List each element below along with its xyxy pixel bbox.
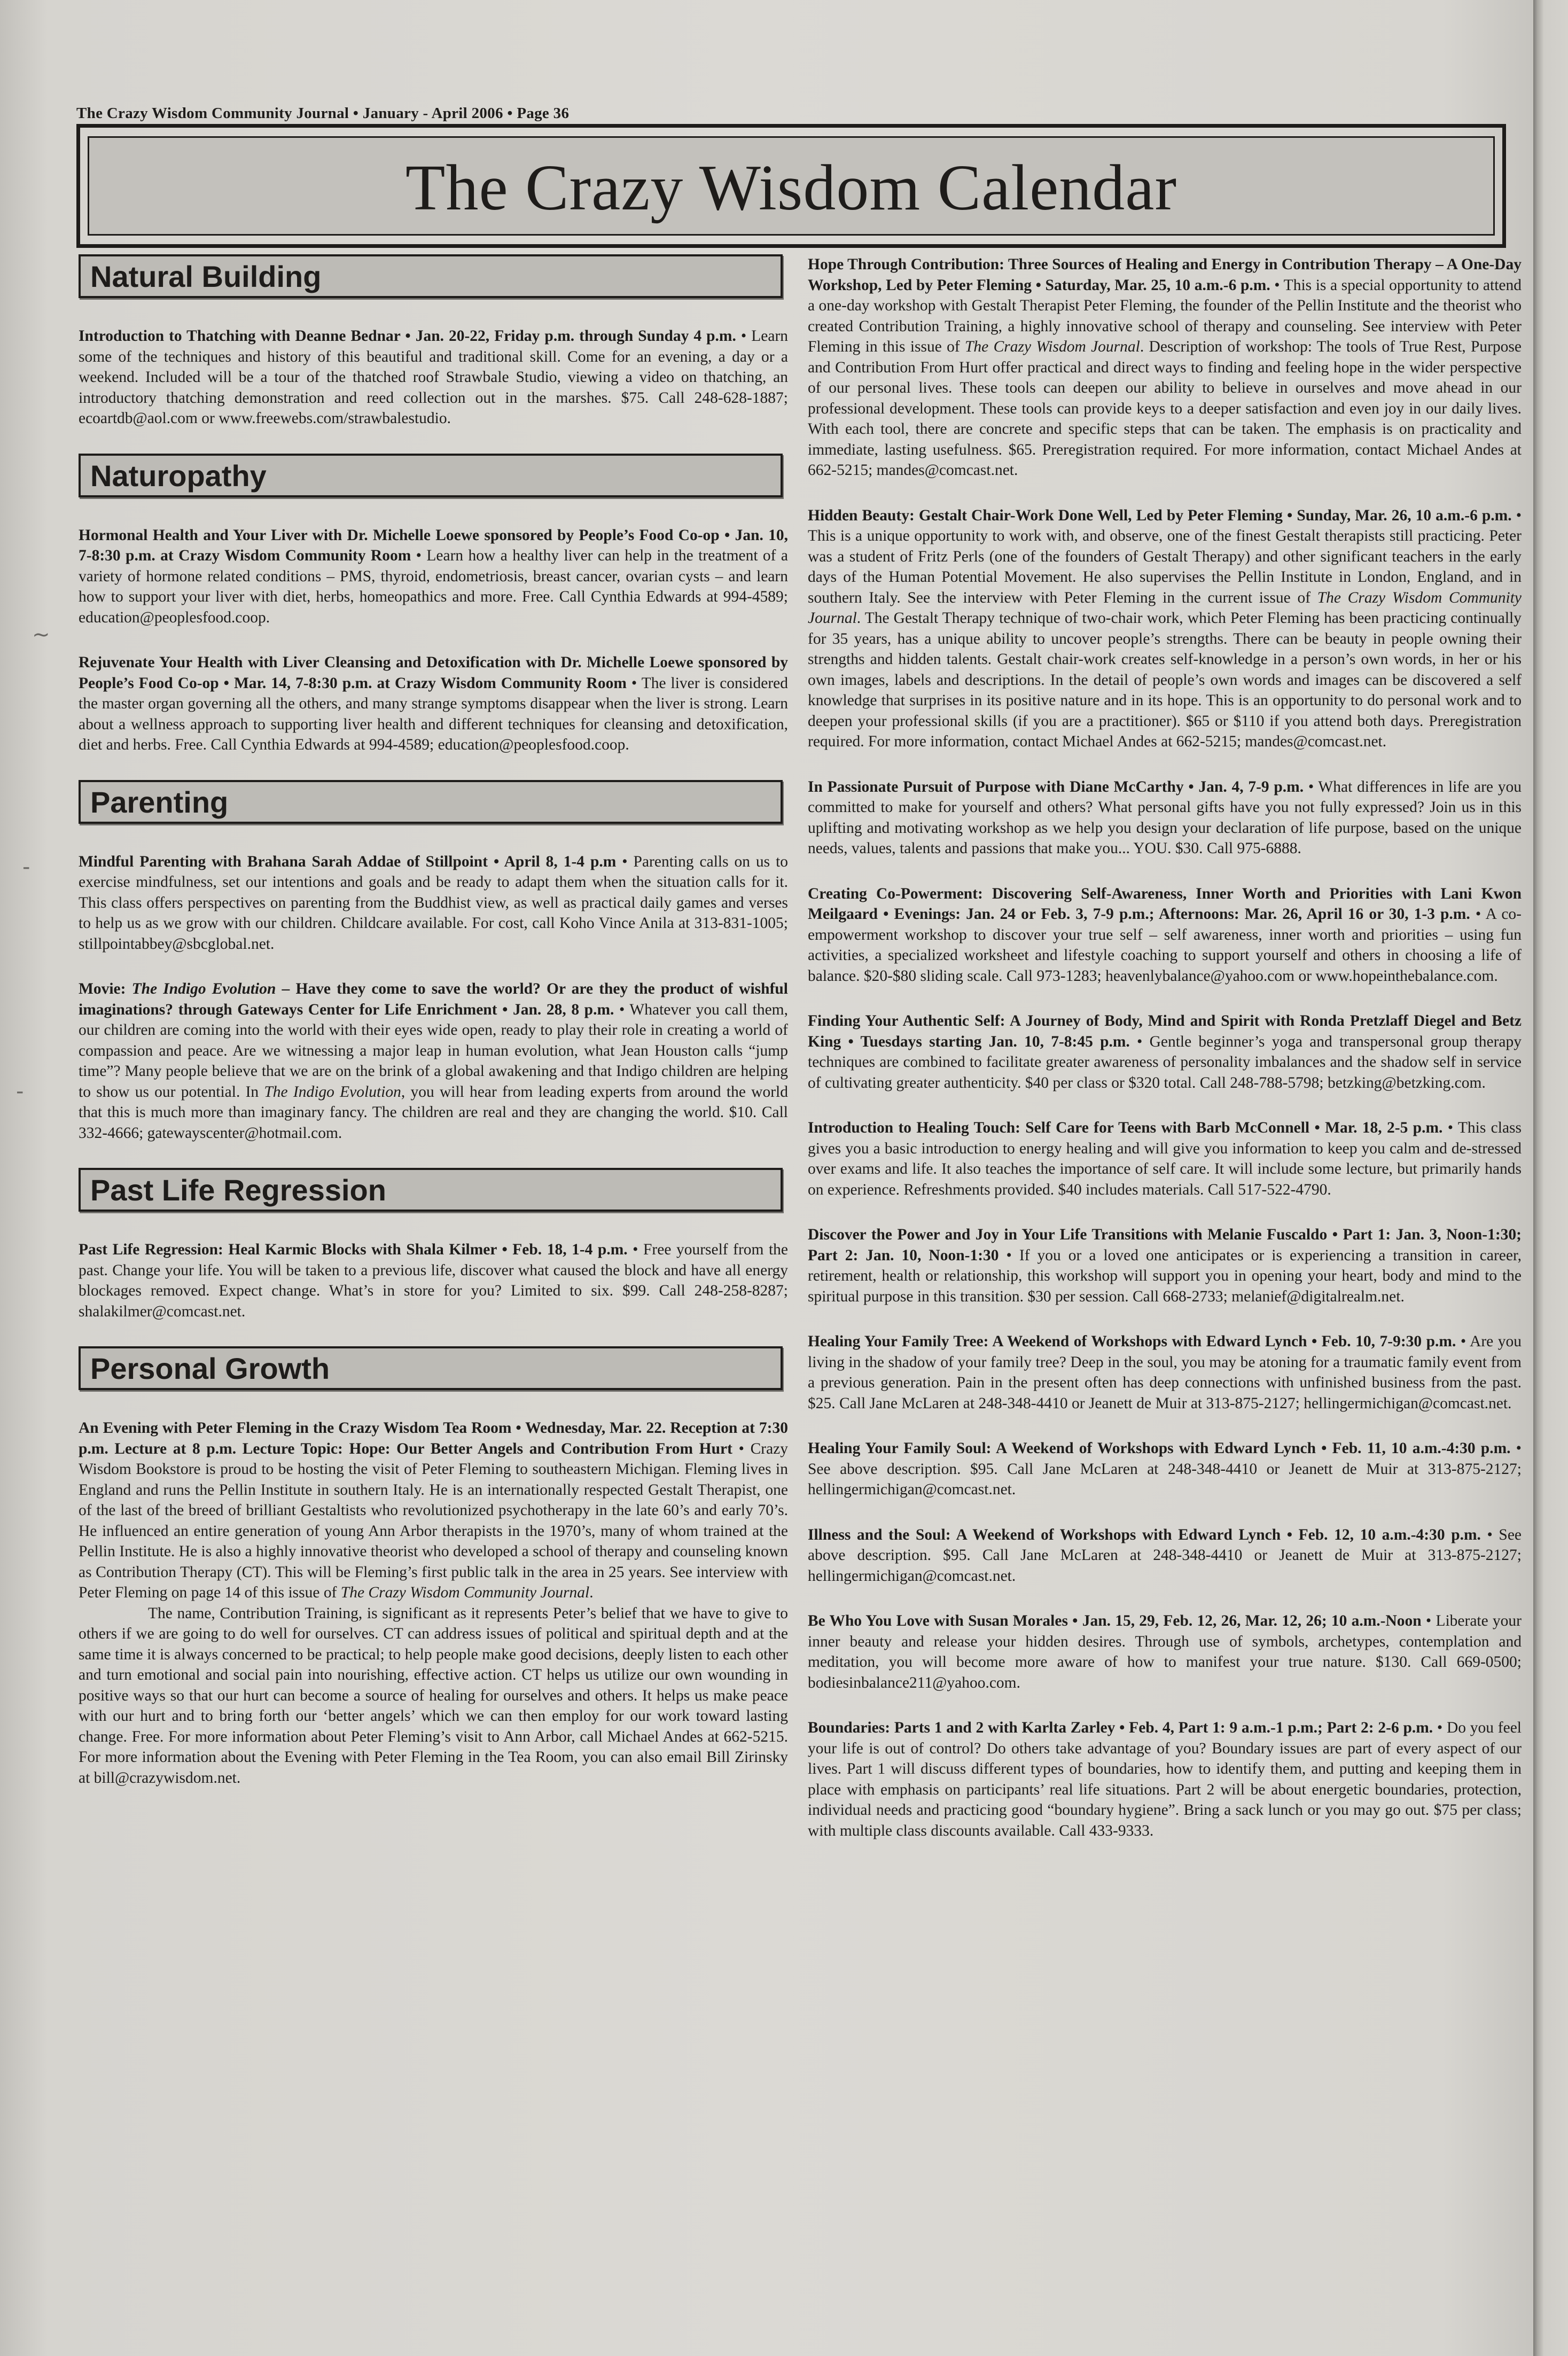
entry-body: • Are you living in the shadow of your family tree? Deep in the soul, you may be atoning for a traumatic family event from a previous generation. Pain in the present often has deep connections with unfinished business from the past. $25. Call Jane McLaren at 248-348-4410 or Jeanett de Muir at 313-875-2127; hellingermichigan@comcast.net.: [808, 1333, 1522, 1412]
entry-title: Be Who You Love with Susan Morales • Jan. 15, 29, Feb. 12, 26, Mar. 12, 26; 10 a.m.-Noon: [808, 1612, 1422, 1629]
entry-body: • This class gives you a basic introduction to energy healing and will give you information to keep you calm and de-stressed over exams and life. It also teaches the importance of self care. It will include some lecture, but primarily hands on experience. Refreshments provided. $40 includes materials. Call 517-522-4790.: [808, 1119, 1522, 1198]
entry-body: [808, 277, 1522, 479]
body-part: • This is a special opportunity to attend a one-day workshop with Gestalt Therapist Peter Fleming, the founder of the Pellin Institute and the theorist who created Contribution Training, a highly innovative school of therapy and counseling. See interview with Peter Fleming in this issue of: [808, 276, 1522, 355]
entry-title: Finding Your Authentic Self: A Journey of Body, Mind and Spirit with Ronda Pretzlaff Diegel and Betz King • Tuesdays starting Jan. 10, 7-8:45 p.m.: [808, 1012, 1522, 1050]
calendar-entry: [808, 1224, 1522, 1307]
entry-title: Illness and the Soul: A Weekend of Workshops with Edward Lynch • Feb. 12, 10 a.m.-4:30 p.m.: [808, 1526, 1481, 1543]
calendar-entry: [79, 979, 788, 1143]
calendar-entry: [808, 777, 1522, 859]
entry-body: • A co-empowerment workshop to discover your true self – self awareness, inner worth and priorities – using fun activities, a specialized worksheet and lifestyle coaching to support yourself and others in choosing a life of balance. $20-$80 sliding scale. Call 973-1283; heavenlybalance@yahoo.com or www.hopeinthebalance.com.: [808, 906, 1522, 985]
calendar-entry: [808, 1331, 1522, 1414]
calendar-banner: [76, 124, 1506, 248]
calendar-banner-inner: [88, 136, 1495, 236]
calendar-entry: [808, 1718, 1522, 1841]
entry-body: [79, 1440, 788, 1602]
entry-title: Hope Through Contribution: Three Sources of Healing and Energy in Contribution Therapy – A One-Day Workshop, Led by Peter Fleming • Saturday, Mar. 25, 10 a.m.-6 p.m.: [808, 256, 1522, 294]
entry-body: • See above description. $95. Call Jane McLaren at 248-348-4410 or Jeanett de Muir at 313-875-2127; hellingermichigan@comcast.net.: [808, 1440, 1522, 1498]
title-part: – Have they come to save the world? Or are they the product of wishful imaginations? through Gateways Center for Life Enrichment • Jan. 28, 8 p.m.: [79, 980, 788, 1018]
section-heading-personal-growth: Personal Growth: [79, 1346, 783, 1390]
entry-title: Hormonal Health and Your Liver with Dr. Michelle Loewe sponsored by People’s Food Co-op • Jan. 10, 7-8:30 p.m. at Crazy Wisdom Community Room: [79, 526, 788, 564]
film-title: The Indigo Evolution: [264, 1083, 401, 1101]
page-mark: ~: [32, 622, 50, 647]
page-mark: -: [22, 855, 30, 879]
section-heading-natural-building: Natural Building: [79, 254, 783, 298]
entry-title: Boundaries: Parts 1 and 2 with Karlta Zarley • Feb. 4, Part 1: 9 a.m.-1 p.m.; Part 2: 2-6 p.m.: [808, 1719, 1433, 1736]
title-part: Movie:: [79, 980, 132, 997]
entry-body-paragraph: The name, Contribution Training, is significant as it represents Peter’s belief that we have to give to others if we are going to do well for ourselves. CT can address issues of political and spiritual depth and at the same time it is always concerned to be practical; to help people make good decisions, deeply listen to each other and turn emotional and social pain into nourishing, effective action. CT helps us utilize our own wounding in positive ways so that our hurt can become a source of healing for ourselves and others. It helps us make peace with our hurt and to bring forth our ‘better angels’ which we can then employ for our work toward lasting change. Free. For more information about Peter Fleming’s visit to Ann Arbor, call Michael Andes at 662-5215. For more information about the Evening with Peter Fleming in the Tea Room, you can also email Bill Zirinsky at bill@crazywisdom.net.: [79, 1604, 788, 1786]
entry-title: Hidden Beauty: Gestalt Chair-Work Done Well, Led by Peter Fleming • Sunday, Mar. 26, 10 a.m.-6 p.m.: [808, 506, 1512, 524]
entry-title: Introduction to Thatching with Deanne Bednar • Jan. 20-22, Friday p.m. through Sunday 4 p.m.: [79, 327, 736, 345]
calendar-entry: [808, 884, 1522, 987]
entry-title: An Evening with Peter Fleming in the Crazy Wisdom Tea Room • Wednesday, Mar. 22. Reception at 7:30 p.m. Lecture at 8 p.m. Lecture Topic: Hope: Our Better Angels and Contribution From Hurt: [79, 1419, 788, 1457]
calendar-entry: [808, 254, 1522, 481]
entry-body: [79, 1001, 788, 1142]
entry-body: • What differences in life are you committed to make for yourself and others? What personal gifts have you not fully expressed? Join us in this uplifting and motivating workshop as we help you design your declaration of life purpose, based on the unique needs, values, talents and passions that make you... YOU. $30. Call 975-6888.: [808, 778, 1522, 857]
entry-body: • Free yourself from the past. Change your life. You will be taken to a previous life, discover what caused the block and have all energy blockages removed. Expect change. What’s in store for you? Limited to six. $99. Call 248-258-8287; shalakilmer@comcast.net.: [79, 1241, 789, 1320]
calendar-entry: [808, 1525, 1522, 1587]
film-title: The Indigo Evolution: [131, 980, 276, 997]
entry-body: • Learn some of the techniques and history of this beautiful and traditional skill. Come for an evening, a day or a weekend. Included will be a tour of the thatched roof Strawbale Studio, viewing a video on thatching, an introductory thatching demonstration and reed collection out in the marshes. $75. Call 248-628-1887; ecoartdb@aol.com or www.freewebs.com/strawbalestudio.: [79, 327, 789, 427]
calendar-entry: [808, 1118, 1522, 1200]
entry-body: • Parenting calls on us to exercise mindfulness, set our intentions and goals and be ready to adapt them when the situation calls for it. This class offers perspectives on parenting from the Buddhist view, as well as practical daily games and verses to help us as we grow with our children. Childcare available. For cost, call Koho Vince Anila at 313-831-1005; stillpointabbey@sbcglobal.net.: [79, 853, 789, 953]
body-part: • Crazy Wisdom Bookstore is proud to be hosting the visit of Peter Fleming to southeastern Michigan. Fleming lives in England and runs the Pellin Institute in southern Italy. He is an internationally respected Gestalt Therapist, one of the last of the breed of brilliant Gestaltists who revolutionized psychotherapy in the late 60’s and early 70’s. He influenced an entire generation of young Ann Arbor therapists in the 1970’s, many of whom trained at the Pellin Institute. He is also a highly innovative theorist who developed a school of therapy and counseling known as Contribution Therapy (CT). This will be Fleming’s first public talk in the area in 25 years. See interview with Peter Fleming on page 14 of this issue of: [79, 1440, 789, 1601]
section-heading-naturopathy: Naturopathy: [79, 454, 783, 497]
calendar-entry: [808, 505, 1522, 752]
body-part: , you will hear from leading experts from around the world that this is much more than imaginary fancy. The children are real and they are changing the world. $10. Call 332-4666; gatewayscenter@hotmail.com.: [79, 1083, 788, 1142]
journal-title: The Crazy Wisdom Community Journal: [340, 1584, 590, 1601]
running-head: The Crazy Wisdom Community Journal • January - April 2006 • Page 36: [76, 105, 570, 122]
page-mark: -: [16, 1079, 24, 1104]
body-part: . Description of workshop: The tools of True Rest, Purpose and Contribution From Hurt offer practical and direct ways to finding and feeling hope in the wider perspective of our personal lives. These tools can deepen our ability to believe in ourselves and move ahead in our professional development. These tools can provide keys to a deeper satisfaction and even joy in our daily lives. With each tool, there are concrete and specific steps that can be taken. The emphasis is on practicality and immediate, lasting usefulness. $65. Preregistration required. For more information, contact Michael Andes at 662-5215; mandes@comcast.net.: [808, 338, 1522, 479]
entry-body: • If you or a loved one anticipates or is experiencing a transition in career, retirement, health or relationship, this workshop will support you in opening your heart, body and mind to the spiritual purpose in this transition. $30 per session. Call 668-2733; melanief@digitalrealm.net.: [808, 1246, 1522, 1305]
calendar-entry: [79, 326, 788, 429]
adjacent-page-edge: [1533, 0, 1568, 2356]
body-part: .: [589, 1584, 594, 1601]
calendar-entry: [79, 1418, 788, 1788]
right-column: [808, 254, 1522, 1866]
body-part: • This is a unique opportunity to work with, and observe, one of the finest Gestalt therapists still practicing. Peter was a student of Fritz Perls (one of the founders of Gestalt Therapy) and other significant teachers in the early days of the Human Potential Movement. He also supervises the Pellin Institute in London, England, and in southern Italy. See the interview with Peter Fleming in the current issue of: [808, 506, 1522, 606]
calendar-entry: [808, 1011, 1522, 1093]
entry-body: • Do you feel your life is out of control? Do others take advantage of you? Boundary issues are part of every aspect of our lives. Part 1 will discuss different types of boundaries, how to identify them, and putting and keeping them in place with emphasis on participants’ real life situations. Part 2 will be about energetic boundaries, protection, individual needs and practicing good “boundary hygiene”. Bring a sack lunch or you may go out. $75 per class; with multiple class discounts available. Call 433-9333.: [808, 1719, 1522, 1839]
entry-title: Past Life Regression: Heal Karmic Blocks with Shala Kilmer • Feb. 18, 1-4 p.m.: [79, 1241, 628, 1258]
body-part: • Whatever you call them, our children are coming into the world with their eyes wide open, ready to play their role in creating a world of compassion and peace. Are we witnessing a major leap in human evolution, what Jean Houston calls “jump time”? Many people believe that we are on the brink of a global awakening and that Indigo children are helping to show us our potential. In: [79, 1001, 788, 1101]
journal-title: The Crazy Wisdom Journal: [965, 338, 1140, 355]
calendar-entry: [79, 1239, 788, 1322]
entry-title: Mindful Parenting with Brahana Sarah Addae of Stillpoint • April 8, 1-4 p.m: [79, 853, 617, 870]
entry-title: Introduction to Healing Touch: Self Care for Teens with Barb McConnell • Mar. 18, 2-5 p.m.: [808, 1119, 1443, 1136]
body-part: . The Gestalt Therapy technique of two-chair work, which Peter Fleming has been practicing continually for 35 years, has a unique ability to uncover people’s strengths. There can be beauty in people owning their strengths and hidden talents. Gestalt chair-work creates self-knowledge in a person’s own words, in her or his own images, labels and descriptions. In the detail of people’s own words and images can be discovered a self knowledge that surprises in its positive nature and in its hope. This is an opportunity to do personal work and to deepen your professional skills (if you are a practitioner). $65 or $110 if you attend both days. Preregistration required. For more information, contact Michael Andes at 662-5215; mandes@comcast.net.: [808, 610, 1522, 750]
entry-title: Creating Co-Powerment: Discovering Self-Awareness, Inner Worth and Priorities with Lani Kwon Meilgaard • Evenings: Jan. 24 or Feb. 3, 7-9 p.m.; Afternoons: Mar. 26, April 16 or 30, 1-3 p.m.: [808, 885, 1522, 923]
entry-title: Rejuvenate Your Health with Liver Cleansing and Detoxification with Dr. Michelle Loewe sponsored by People’s Food Co-op • Mar. 14, 7-8:30 p.m. at Crazy Wisdom Community Room: [79, 654, 788, 692]
entry-title: Healing Your Family Soul: A Weekend of Workshops with Edward Lynch • Feb. 11, 10 a.m.-4:30 p.m.: [808, 1440, 1511, 1457]
entry-body: • See above description. $95. Call Jane McLaren at 248-348-4410 or Jeanett de Muir at 313-875-2127; hellingermichigan@comcast.net.: [808, 1526, 1522, 1585]
left-column: [79, 254, 788, 1813]
section-heading-past-life-regression: Past Life Regression: [79, 1168, 783, 1212]
calendar-entry: [79, 525, 788, 628]
entry-body: [808, 507, 1522, 751]
entry-title: In Passionate Pursuit of Purpose with Diane McCarthy • Jan. 4, 7-9 p.m.: [808, 778, 1304, 795]
entry-body: • Liberate your inner beauty and release your hidden desires. Through use of symbols, archetypes, contemplation and meditation, you will become more aware of how to manifest your true nature. $130. Call 669-0500; bodiesinbalance211@yahoo.com.: [808, 1612, 1522, 1691]
entry-title: Discover the Power and Joy in Your Life Transitions with Melanie Fuscaldo • Part 1: Jan. 3, Noon-1:30; Part 2: Jan. 10, Noon-1:30: [808, 1226, 1522, 1264]
calendar-entry: [808, 1438, 1522, 1500]
calendar-entry: [808, 1611, 1522, 1693]
journal-title: The Crazy Wisdom Community Journal: [808, 589, 1522, 627]
calendar-entry: [79, 652, 788, 755]
calendar-title: The Crazy Wisdom Calendar: [405, 152, 1177, 224]
entry-body: • Learn how a healthy liver can help in the treatment of a variety of hormone related conditions – PMS, thyroid, endometriosis, breast cancer, ovarian cysts – and learn how to support your liver with diet, herbs, homeopathics and more. Free. Call Cynthia Edwards at 994-4589; education@peoplesfood.coop.: [79, 547, 788, 626]
section-heading-parenting: Parenting: [79, 780, 783, 824]
entry-title: Healing Your Family Tree: A Weekend of Workshops with Edward Lynch • Feb. 10, 7-9:30 p.m.: [808, 1333, 1456, 1350]
entry-body: • The liver is considered the master organ governing all the others, and many strange symptoms disappear when the liver is strong. Learn about a wellness approach to supporting liver health and different techniques for cleansing and detoxification, diet and herbs. Free. Call Cynthia Edwards at 994-4589; education@peoplesfood.coop.: [79, 674, 788, 753]
entry-body: • Gentle beginner’s yoga and transpersonal group therapy techniques are combined to facilitate greater awareness of personality imbalances and the shadow self in service of cultivating greater authenticity. $40 per class or $320 total. Call 248-788-5798; betzking@betzking.com.: [808, 1033, 1522, 1091]
calendar-entry: [79, 852, 788, 955]
